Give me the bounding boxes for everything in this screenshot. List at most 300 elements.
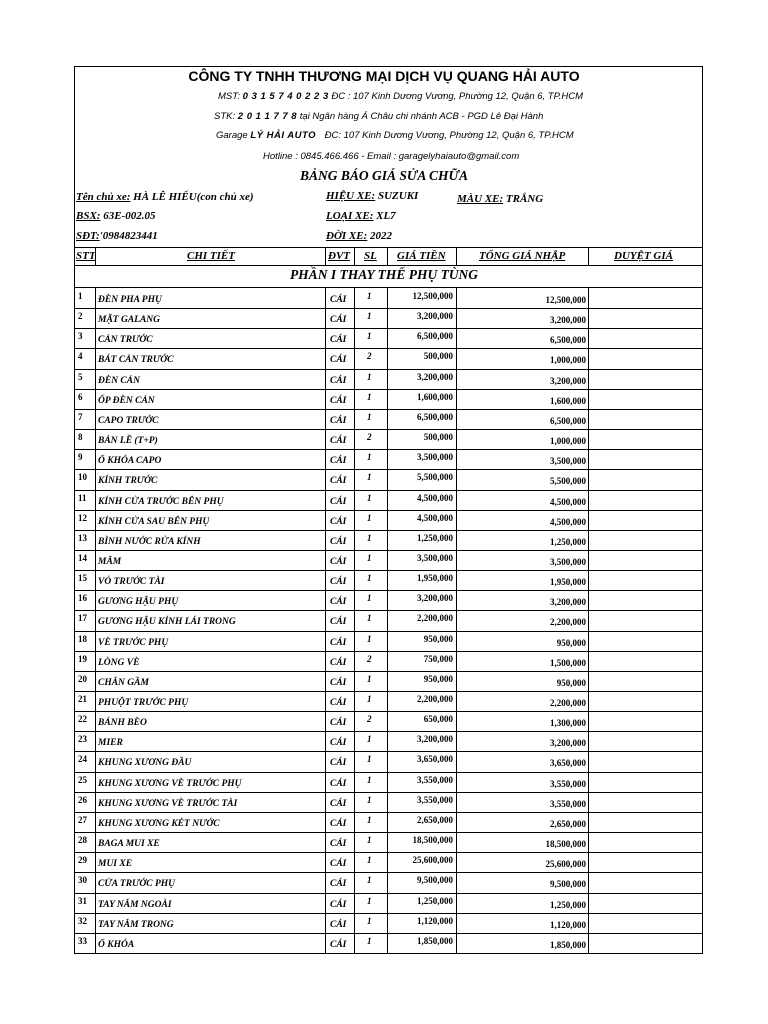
column-divider: [456, 570, 457, 590]
row-line: [74, 570, 703, 571]
row-qty: 1: [367, 673, 372, 684]
column-divider: [354, 308, 355, 328]
column-divider: [588, 550, 589, 570]
row-stt: 7: [78, 411, 83, 422]
row-detail: VỎ TRƯỚC TÀI: [98, 577, 165, 588]
column-divider: [95, 570, 96, 590]
row-qty: 1: [367, 835, 372, 846]
column-divider: [95, 288, 96, 308]
row-price: 2,650,000: [417, 814, 453, 825]
row-detail: MÂM: [98, 556, 122, 567]
row-qty: 1: [367, 331, 372, 342]
column-divider: [325, 308, 326, 328]
column-divider: [95, 792, 96, 812]
row-line: [74, 550, 703, 551]
column-divider: [95, 328, 96, 348]
row-qty: 1: [367, 311, 372, 322]
column-divider: [387, 832, 388, 852]
column-divider: [456, 409, 457, 429]
column-divider: [95, 751, 96, 771]
header-divider: [325, 247, 326, 265]
row-qty: 2: [367, 714, 372, 725]
row-line: [74, 590, 703, 591]
column-divider: [325, 409, 326, 429]
row-price: 3,200,000: [417, 734, 453, 745]
row-qty: 1: [367, 573, 372, 584]
row-line: [74, 369, 703, 370]
row-detail: ĐÈN CẢN: [98, 375, 140, 386]
column-divider: [325, 510, 326, 530]
row-price: 500,000: [423, 351, 453, 362]
column-divider: [95, 308, 96, 328]
header-bottom-line: [74, 265, 703, 266]
column-divider: [354, 812, 355, 832]
row-line: [74, 893, 703, 894]
mst-value: 0 3 1 5 7 4 0 2 2 3: [242, 91, 329, 102]
column-divider: [387, 872, 388, 892]
column-divider: [354, 469, 355, 489]
plate-label: BSX:: [76, 210, 101, 222]
row-unit: CÁI: [330, 516, 347, 527]
column-divider: [588, 590, 589, 610]
row-stt: 4: [78, 351, 83, 362]
column-divider: [325, 872, 326, 892]
column-divider: [95, 510, 96, 530]
plate-value: 63E-002.05: [103, 210, 156, 222]
row-price: 1,120,000: [417, 915, 453, 926]
row-unit: CÁI: [330, 778, 347, 789]
column-divider: [588, 510, 589, 530]
column-divider: [95, 893, 96, 913]
row-detail: BAGA MUI XE: [98, 839, 160, 850]
column-divider: [387, 590, 388, 610]
column-divider: [387, 308, 388, 328]
column-divider: [325, 792, 326, 812]
company-name: CÔNG TY TNHH THƯƠNG MẠI DỊCH VỤ QUANG HẢI AUTO: [188, 68, 580, 84]
column-divider: [387, 469, 388, 489]
row-qty: 1: [367, 754, 372, 765]
column-divider: [354, 409, 355, 429]
row-price: 1,250,000: [417, 532, 453, 543]
column-divider: [456, 792, 457, 812]
column-divider: [354, 711, 355, 731]
row-total: 3,200,000: [550, 375, 586, 386]
column-divider: [387, 933, 388, 953]
color-field: [457, 193, 543, 205]
column-divider: [456, 691, 457, 711]
row-stt: 15: [78, 573, 87, 584]
column-divider: [325, 711, 326, 731]
column-divider: [325, 751, 326, 771]
column-divider: [456, 530, 457, 550]
row-stt: 8: [78, 432, 83, 443]
column-divider: [354, 530, 355, 550]
row-total: 3,200,000: [550, 315, 586, 326]
column-divider: [325, 731, 326, 751]
row-stt: 13: [78, 532, 87, 543]
column-divider: [325, 550, 326, 570]
column-divider: [588, 671, 589, 691]
column-divider: [354, 288, 355, 308]
column-divider: [456, 631, 457, 651]
row-line: [74, 389, 703, 390]
garage-line: [216, 130, 574, 141]
column-divider: [588, 711, 589, 731]
column-divider: [354, 610, 355, 630]
section-bottom-line: [74, 287, 703, 288]
column-divider: [588, 691, 589, 711]
column-divider: [325, 530, 326, 550]
row-total: 4,500,000: [550, 516, 586, 527]
row-stt: 24: [78, 754, 87, 765]
column-divider: [456, 550, 457, 570]
row-price: 1,950,000: [417, 573, 453, 584]
row-detail: BẢN LỀ (T+P): [98, 436, 158, 447]
row-price: 9,500,000: [417, 875, 453, 886]
row-unit: CÁI: [330, 496, 347, 507]
column-divider: [456, 389, 457, 409]
row-unit: CÁI: [330, 456, 347, 467]
column-divider: [354, 933, 355, 953]
row-stt: 20: [78, 673, 87, 684]
column-divider: [95, 832, 96, 852]
column-divider: [354, 328, 355, 348]
row-line: [74, 348, 703, 349]
row-price: 3,550,000: [417, 794, 453, 805]
column-divider: [456, 510, 457, 530]
column-divider: [325, 832, 326, 852]
row-total: 6,500,000: [550, 335, 586, 346]
row-qty: 1: [367, 492, 372, 503]
column-divider: [588, 731, 589, 751]
column-divider: [588, 409, 589, 429]
column-divider: [456, 590, 457, 610]
column-divider: [588, 933, 589, 953]
header-top-line: [74, 247, 703, 248]
column-divider: [325, 852, 326, 872]
column-divider: [588, 852, 589, 872]
column-divider: [387, 651, 388, 671]
column-divider: [354, 590, 355, 610]
row-unit: CÁI: [330, 698, 347, 709]
row-price: 12,500,000: [412, 291, 453, 301]
row-detail: CỬA TRƯỚC PHỤ: [98, 879, 176, 890]
row-detail: KHUNG XƯƠNG ĐẦU: [98, 758, 192, 769]
row-line: [74, 308, 703, 309]
row-unit: CÁI: [330, 839, 347, 850]
row-unit: CÁI: [330, 758, 347, 769]
row-total: 2,200,000: [550, 698, 586, 709]
type-value: XL7: [376, 210, 396, 222]
type-field: [326, 210, 396, 222]
column-divider: [588, 631, 589, 651]
column-divider: [95, 691, 96, 711]
column-divider: [588, 429, 589, 449]
row-price: 25,600,000: [412, 855, 453, 866]
row-qty: 1: [367, 895, 372, 906]
column-divider: [456, 772, 457, 792]
column-divider: [325, 490, 326, 510]
column-divider: [387, 389, 388, 409]
column-divider: [387, 530, 388, 550]
row-qty: 1: [367, 512, 372, 523]
column-divider: [95, 731, 96, 751]
column-divider: [354, 389, 355, 409]
column-divider: [387, 852, 388, 872]
column-divider: [354, 449, 355, 469]
phone-value: '0984823441: [99, 230, 158, 242]
header-divider: [354, 247, 355, 265]
row-price: 3,500,000: [417, 552, 453, 563]
row-qty: 1: [367, 472, 372, 483]
row-total: 1,300,000: [550, 718, 586, 729]
column-divider: [387, 550, 388, 570]
column-divider: [588, 751, 589, 771]
column-divider: [456, 751, 457, 771]
column-divider: [456, 671, 457, 691]
row-qty: 1: [367, 694, 372, 705]
row-price: 4,500,000: [417, 512, 453, 523]
row-detail: Ổ KHÓA: [98, 939, 135, 950]
row-unit: CÁI: [330, 939, 347, 950]
row-line: [74, 691, 703, 692]
column-divider: [354, 772, 355, 792]
col-header-price: GIÁ TIỀN: [397, 250, 446, 262]
phone-label: SĐT:: [76, 230, 100, 242]
row-line: [74, 751, 703, 752]
column-divider: [456, 490, 457, 510]
row-line: [74, 872, 703, 873]
row-stt: 5: [78, 371, 83, 382]
row-total: 1,120,000: [550, 919, 586, 930]
row-stt: 1: [78, 291, 83, 301]
row-price: 3,500,000: [417, 452, 453, 463]
column-divider: [456, 348, 457, 368]
row-detail: TAY NẮM NGOÀI: [98, 899, 172, 910]
brand-field: [326, 190, 418, 202]
column-divider: [387, 510, 388, 530]
column-divider: [325, 812, 326, 832]
row-price: 750,000: [423, 653, 453, 664]
mst-address: ĐC : 107 Kinh Dương Vương, Phường 12, Quận 6, TP.HCM: [331, 91, 583, 102]
tax-line: [218, 91, 583, 102]
column-divider: [325, 389, 326, 409]
row-price: 1,850,000: [417, 935, 453, 946]
column-divider: [354, 651, 355, 671]
row-line: [74, 631, 703, 632]
row-qty: 1: [367, 935, 372, 946]
row-unit: CÁI: [330, 597, 347, 608]
column-divider: [354, 731, 355, 751]
column-divider: [456, 711, 457, 731]
column-divider: [325, 913, 326, 933]
row-detail: PHUỘT TRƯỚC PHỤ: [98, 698, 189, 709]
row-unit: CÁI: [330, 556, 347, 567]
col-header-unit: ĐVT: [328, 250, 350, 262]
owner-field: [76, 191, 254, 203]
row-line: [74, 812, 703, 813]
row-price: 650,000: [423, 714, 453, 725]
column-divider: [588, 348, 589, 368]
row-detail: BÌNH NƯỚC RỬA KÍNH: [98, 536, 201, 547]
row-line: [74, 530, 703, 531]
row-qty: 1: [367, 411, 372, 422]
column-divider: [456, 288, 457, 308]
column-divider: [95, 449, 96, 469]
column-divider: [387, 409, 388, 429]
color-value: TRẮNG: [505, 193, 544, 205]
row-total: 1,950,000: [550, 577, 586, 588]
row-price: 1,600,000: [417, 391, 453, 402]
row-qty: 1: [367, 875, 372, 886]
column-divider: [325, 449, 326, 469]
owner-value: HÀ LÊ HIẾU(con chủ xe): [133, 191, 254, 203]
row-qty: 1: [367, 552, 372, 563]
column-divider: [95, 469, 96, 489]
row-qty: 1: [367, 855, 372, 866]
column-divider: [387, 671, 388, 691]
row-stt: 9: [78, 452, 83, 463]
row-total: 3,200,000: [550, 597, 586, 608]
column-divider: [325, 369, 326, 389]
row-unit: CÁI: [330, 637, 347, 648]
row-total: 2,650,000: [550, 818, 586, 829]
row-total: 9,500,000: [550, 879, 586, 890]
bank-line: [214, 111, 543, 122]
column-divider: [588, 530, 589, 550]
column-divider: [325, 429, 326, 449]
column-divider: [354, 872, 355, 892]
col-header-stt: STT: [76, 250, 96, 262]
row-unit: CÁI: [330, 395, 347, 406]
column-divider: [325, 893, 326, 913]
row-detail: GƯƠNG HẬU KÍNH LÁI TRONG: [98, 617, 236, 628]
column-divider: [588, 913, 589, 933]
column-divider: [588, 449, 589, 469]
row-qty: 1: [367, 371, 372, 382]
row-price: 6,500,000: [417, 331, 453, 342]
row-line: [74, 792, 703, 793]
row-total: 3,550,000: [550, 778, 586, 789]
column-divider: [588, 832, 589, 852]
col-header-qty: SL: [364, 250, 377, 262]
column-divider: [95, 409, 96, 429]
row-unit: CÁI: [330, 859, 347, 870]
column-divider: [456, 369, 457, 389]
row-price: 18,500,000: [412, 835, 453, 846]
row-unit: CÁI: [330, 919, 347, 930]
brand-label: HIỆU XE:: [326, 190, 376, 202]
column-divider: [456, 610, 457, 630]
column-divider: [387, 348, 388, 368]
row-detail: BÁNH BÈO: [98, 718, 147, 729]
row-total: 4,500,000: [550, 496, 586, 507]
garage-name: LÝ HẢI AUTO: [250, 130, 316, 141]
row-qty: 1: [367, 794, 372, 805]
column-divider: [456, 469, 457, 489]
row-line: [74, 671, 703, 672]
column-divider: [95, 671, 96, 691]
row-detail: KÍNH CỬA TRƯỚC BÊN PHỤ: [98, 496, 224, 507]
row-total: 3,550,000: [550, 798, 586, 809]
row-stt: 32: [78, 915, 87, 926]
column-divider: [95, 913, 96, 933]
header-divider: [588, 247, 589, 265]
row-detail: ĐÈN PHA PHỤ: [98, 295, 162, 305]
column-divider: [325, 933, 326, 953]
column-divider: [95, 812, 96, 832]
row-price: 3,550,000: [417, 774, 453, 785]
row-qty: 1: [367, 391, 372, 402]
column-divider: [588, 812, 589, 832]
garage-label: Garage: [216, 130, 248, 141]
row-total: 3,200,000: [550, 738, 586, 749]
row-stt: 12: [78, 512, 87, 523]
row-detail: GƯƠNG HẬU PHỤ: [98, 597, 179, 608]
column-divider: [588, 389, 589, 409]
row-unit: CÁI: [330, 375, 347, 386]
column-divider: [95, 389, 96, 409]
column-divider: [588, 469, 589, 489]
column-divider: [456, 893, 457, 913]
row-stt: 29: [78, 855, 87, 866]
row-total: 1,250,000: [550, 536, 586, 547]
row-unit: CÁI: [330, 315, 347, 326]
row-detail: TAY NẮM TRONG: [98, 919, 174, 930]
row-line: [74, 772, 703, 773]
column-divider: [387, 812, 388, 832]
column-divider: [387, 691, 388, 711]
row-stt: 22: [78, 714, 87, 725]
row-detail: ỐP ĐÈN CẢN: [98, 395, 155, 406]
row-line: [74, 913, 703, 914]
col-header-total: TỔNG GIÁ NHẬP: [479, 250, 566, 262]
row-stt: 31: [78, 895, 87, 906]
row-stt: 17: [78, 613, 87, 624]
row-line: [74, 409, 703, 410]
header-divider: [456, 247, 457, 265]
header-divider: [387, 247, 388, 265]
column-divider: [354, 348, 355, 368]
row-total: 3,500,000: [550, 556, 586, 567]
page-title: BẢNG BÁO GIÁ SỬA CHỮA: [300, 168, 468, 183]
column-divider: [387, 893, 388, 913]
column-divider: [95, 933, 96, 953]
column-divider: [325, 469, 326, 489]
row-detail: CẢN TRƯỚC: [98, 335, 153, 346]
column-divider: [387, 570, 388, 590]
row-stt: 25: [78, 774, 87, 785]
column-divider: [95, 590, 96, 610]
column-divider: [354, 570, 355, 590]
row-total: 12,500,000: [545, 295, 586, 305]
column-divider: [95, 348, 96, 368]
year-label: ĐỜI XE:: [326, 230, 368, 242]
year-value: 2022: [370, 230, 393, 242]
row-price: 3,200,000: [417, 311, 453, 322]
type-label: LOẠI XE:: [326, 210, 374, 222]
column-divider: [95, 711, 96, 731]
column-divider: [325, 328, 326, 348]
row-stt: 3: [78, 331, 83, 342]
column-divider: [354, 913, 355, 933]
row-total: 3,500,000: [550, 456, 586, 467]
col-header-detail: CHI TIẾT: [187, 250, 235, 262]
row-line: [74, 429, 703, 430]
row-detail: VÈ TRƯỚC PHỤ: [98, 637, 169, 648]
row-stt: 28: [78, 835, 87, 846]
row-total: 1,600,000: [550, 395, 586, 406]
